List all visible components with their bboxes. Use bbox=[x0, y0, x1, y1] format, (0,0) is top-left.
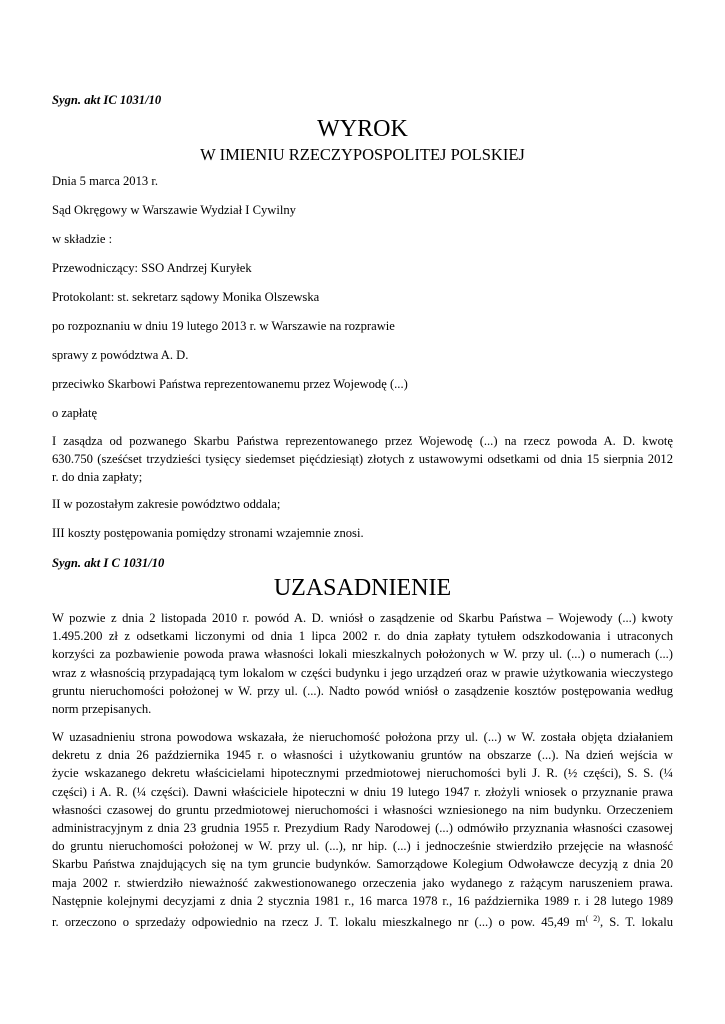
text-line: W uzasadnieniu strona powodowa wskazała, że nieruchomość położona przy ul. (...) w W. została objęta działaniem bbox=[52, 730, 673, 744]
case-parties: sprawy z powództwa A. D. bbox=[52, 348, 189, 362]
text-line: 630.750 (sześćset trzydzieści tysięcy siedemset pięćdziesiąt) złotych z ustawowymi odsetkami od dnia 15 sierpnia 2012 bbox=[52, 452, 673, 467]
hearing-info: po rozpoznaniu w dniu 19 lutego 2013 r. w Warszawie na rozprawie bbox=[52, 319, 395, 333]
justification-paragraph-2 bbox=[52, 728, 673, 931]
case-subject: o zapłatę bbox=[52, 406, 98, 420]
ruling-point-1 bbox=[52, 432, 673, 487]
text-line: dekretu z dnia 26 października 1945 r. o własności i użytkowaniu gruntów na obszarze (...). Na dzień wejścia w bbox=[52, 748, 673, 763]
composition-label: w składzie : bbox=[52, 232, 113, 246]
defendant: przeciwko Skarbowi Państwa reprezentowanemu przez Wojewodę (...) bbox=[52, 377, 408, 391]
text-line: 1.495.200 zł z odsetkami liczonymi od dnia 1 lipca 2002 r. do dnia zapłaty tytułem odszkodowania i utraconych bbox=[52, 629, 673, 644]
text-line: życie wskazanego dekretu właścicielami hipotecznymi przedmiotowej nieruchomości byli J. R. (½ części), S. S. (¼ bbox=[52, 766, 673, 781]
text-line: części) i A. R. (¼ części). Dawni właściciele hipoteczni w dniu 19 lutego 1947 r. złożyli wniosek o przyznanie prawa bbox=[52, 784, 673, 799]
text-fragment: , S. T. lokalu bbox=[599, 915, 673, 930]
text-line-last bbox=[52, 913, 673, 931]
text-line: maja 2002 r. stwierdziło nieważność zakwestionowanego orzeczenia jako wydanego z rażącym naruszeniem prawa. bbox=[52, 875, 673, 890]
text-line: Skarbu Państwa znajdujących się na tym gruncie budynków. Samorządowe Kolegium Odwoławcze decyzją z dnia 20 bbox=[52, 857, 673, 872]
text-line: Następnie kolejnymi decyzjami z dnia 2 stycznia 1981 r., 16 marca 1978 r., 16 października 1989 r. i 28 lutego 1989 bbox=[52, 893, 673, 908]
ruling-point-3: III koszty postępowania pomiędzy stronami wzajemnie znosi. bbox=[52, 526, 364, 540]
text-line: I zasądza od pozwanego Skarbu Państwa reprezentowanego przez Wojewodę (...) na rzecz powoda A. D. kwotę bbox=[52, 434, 673, 448]
text-line: norm przepisanych. bbox=[52, 702, 152, 717]
text-line: własności czasowej do gruntu przedmiotowej nieruchomości i własności wzniesionego na nim budynku. Orzeczeniem bbox=[52, 802, 673, 817]
superscript: ( 2) bbox=[585, 913, 600, 923]
court-clerk: Protokolant: st. sekretarz sądowy Monika Olszewska bbox=[52, 290, 320, 304]
case-reference: Sygn. akt IC 1031/10 bbox=[52, 93, 162, 107]
justification-title: UZASADNIENIE bbox=[273, 575, 452, 601]
text-fragment: r. orzeczono o sprzedaży odpowiednio na rzecz J. T. lokalu mieszkalnego nr (...) o pow. 45,49 m bbox=[52, 915, 586, 930]
text-line: korzyści za pozbawienie powoda prawa własności lokali mieszkalnych położonych w W. przy ul. (...) o numerach (...) bbox=[52, 647, 673, 662]
judgment-date: Dnia 5 marca 2013 r. bbox=[52, 174, 158, 188]
document-title: WYROK bbox=[317, 116, 408, 142]
text-line: do gruntu nieruchomości położonej w W. przy ul. (...), nr hip. (...) i jednocześnie stwierdziło przejęcie na własność bbox=[52, 839, 673, 854]
justification-paragraph-1 bbox=[52, 609, 673, 718]
document-subtitle: W IMIENIU RZECZYPOSPOLITEJ POLSKIEJ bbox=[200, 145, 525, 164]
case-reference-2: Sygn. akt I C 1031/10 bbox=[52, 556, 165, 570]
text-line: administracyjnym z dnia 23 grudnia 1955 r. Prezydium Rady Narodowej (...) odmówiło przyznania własności czasowej bbox=[52, 821, 673, 836]
presiding-judge: Przewodniczący: SSO Andrzej Kuryłek bbox=[52, 261, 252, 275]
ruling-point-2: II w pozostałym zakresie powództwo oddala; bbox=[52, 497, 281, 511]
text-line: gruntu nieruchomości położonej w W. przy ul. (...). Nadto powód wniósł o zasądzenie kosztów postępowania według bbox=[52, 683, 673, 698]
text-line: W pozwie z dnia 2 listopada 2010 r. powód A. D. wniósł o zasądzenie od Skarbu Państwa – Wojewody (...) kwoty bbox=[52, 611, 673, 625]
text-line: wraz z własnością przypadającą tym lokalom w części budynku i jego urządzeń oraz w prawie użytkowania wieczystego bbox=[52, 665, 673, 680]
text-line: r. do dnia zapłaty; bbox=[52, 470, 143, 485]
court-name: Sąd Okręgowy w Warszawie Wydział I Cywilny bbox=[52, 203, 296, 217]
